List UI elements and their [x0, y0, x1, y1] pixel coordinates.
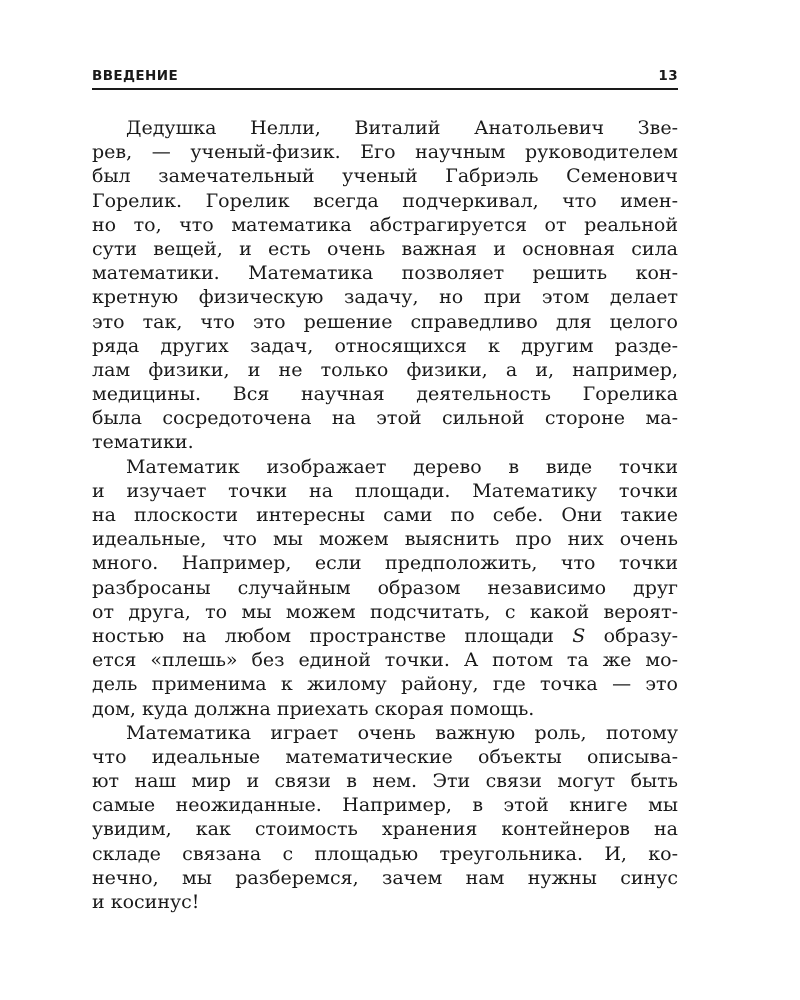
- text-line: медицины. Вся научная деятельность Горелика: [92, 383, 678, 406]
- text-line: это так, что это решение справедливо для целого: [92, 310, 678, 333]
- text-line: и изучает точки на площади. Математику точки: [92, 479, 678, 502]
- text-line: ют наш мир и связи в нем. Эти связи могут быть: [92, 770, 678, 793]
- text-line: но то, что математика абстрагируется от реальной: [92, 213, 678, 236]
- text-line: самые неожиданные. Например, в этой книге мы: [92, 794, 678, 817]
- math-variable: S: [572, 624, 586, 647]
- section-title: ВВЕДЕНИЕ: [92, 68, 179, 84]
- text-line: сути вещей, и есть очень важная и основная сила: [92, 237, 678, 260]
- text-line: складе связана с площадью треугольника. И, ко-: [92, 842, 678, 865]
- text-line: была сосредоточена на этой сильной стороне ма-: [92, 407, 678, 430]
- text-line: Горелик. Горелик всегда подчеркивал, что имен-: [92, 189, 678, 212]
- text-line: нечно, мы разберемся, зачем нам нужны синус: [92, 866, 678, 889]
- text-line: дом, куда должна приехать скорая помощь.: [92, 697, 535, 720]
- running-header: [92, 62, 678, 90]
- text-fragment: ностью на любом пространстве площади: [92, 624, 554, 647]
- text-line: от друга, то мы можем подсчитать, с какой вероят-: [92, 600, 678, 623]
- text-line-with-variable: [92, 624, 678, 648]
- text-line: и косинус!: [92, 891, 200, 913]
- text-line: ется «плешь» без единой точки. А потом та же мо-: [92, 649, 678, 672]
- text-line: кретную физическую задачу, но при этом делает: [92, 286, 678, 309]
- text-line: увидим, как стоимость хранения контейнеров на: [92, 818, 678, 841]
- text-line: Дедушка Нелли, Виталий Анатольевич Зве-: [126, 117, 678, 139]
- page-number: 13: [658, 68, 678, 84]
- paragraph-1: [92, 116, 678, 455]
- text-line: разбросаны случайным образом независимо друг: [92, 576, 678, 599]
- book-page: [92, 62, 678, 914]
- text-line: тематики.: [92, 431, 194, 454]
- text-line: математики. Математика позволяет решить кон-: [92, 262, 678, 285]
- body-text: [92, 116, 678, 914]
- text-line: что идеальные математические объекты описыва-: [92, 745, 678, 768]
- text-line: много. Например, если предположить, что точки: [92, 552, 678, 575]
- text-line: ряда других задач, относящихся к другим разде-: [92, 334, 678, 357]
- text-line: Математик изображает дерево в виде точки: [126, 455, 678, 478]
- text-line: на плоскости интересны сами по себе. Они такие: [92, 504, 678, 526]
- text-line: рев, — ученый-физик. Его научным руководителем: [92, 141, 678, 164]
- text-fragment: образу-: [603, 624, 678, 647]
- text-line: Математика играет очень важную роль, потому: [126, 721, 678, 744]
- text-line: лам физики, и не только физики, а и, например,: [92, 358, 678, 381]
- text-line: дель применима к жилому району, где точка — это: [92, 673, 678, 696]
- text-line: был замечательный ученый Габриэль Семенович: [92, 165, 678, 188]
- paragraph-2: [92, 455, 678, 721]
- text-line: идеальные, что мы можем выяснить про них очень: [92, 528, 678, 551]
- paragraph-3: [92, 721, 678, 915]
